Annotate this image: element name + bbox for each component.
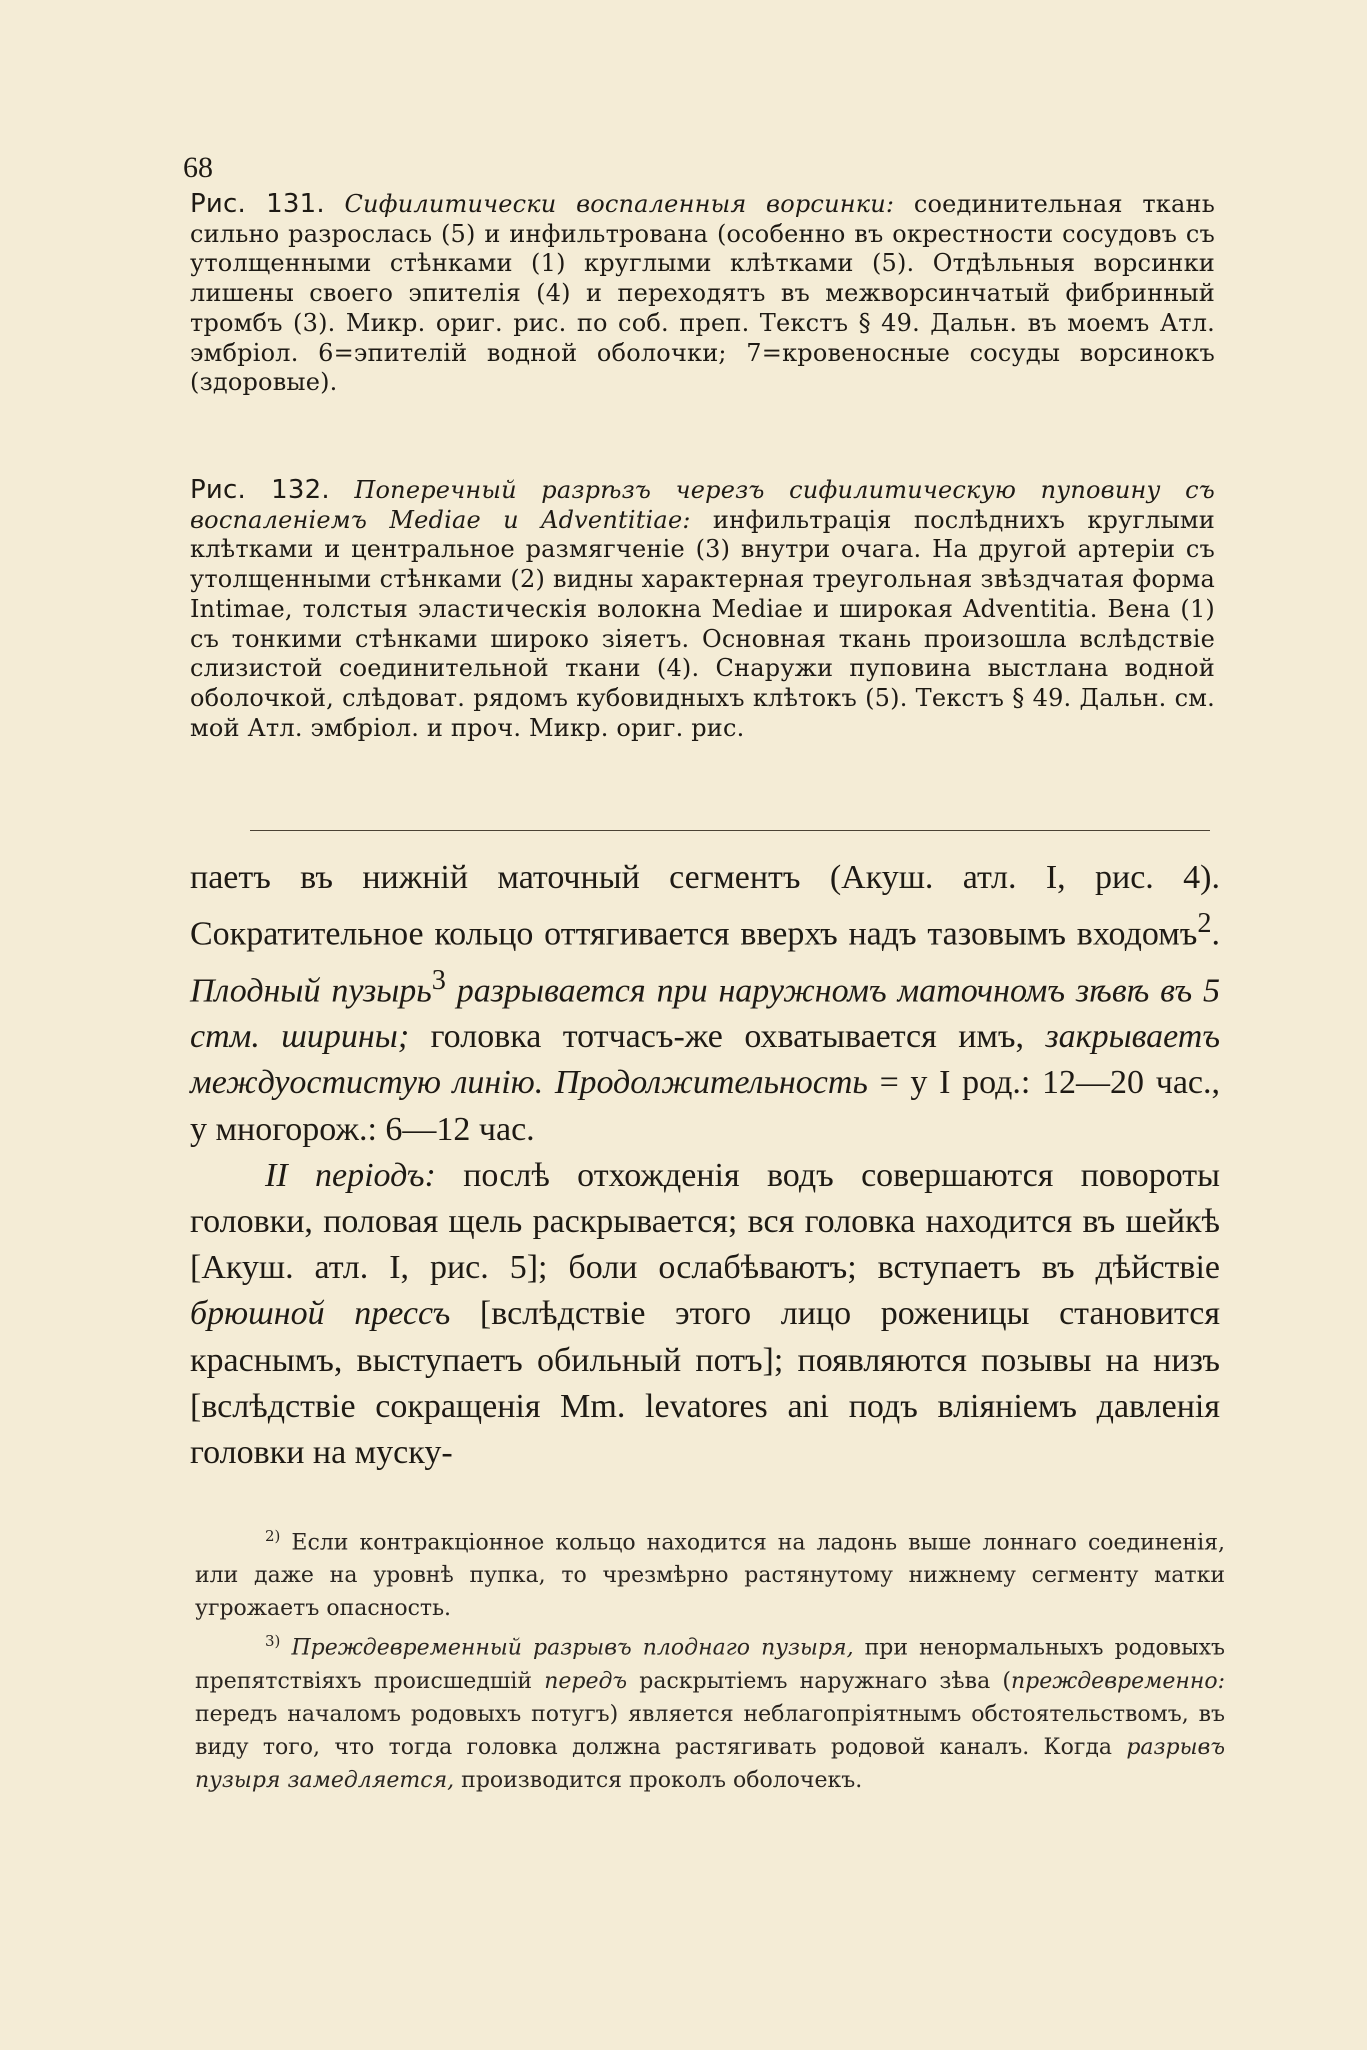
footnote-mark: 3) — [265, 1632, 281, 1651]
page-number: 68 — [183, 151, 213, 184]
caption-text: инфильтрація послѣднихъ круглыми клѣтками и центральное размягченіе (3) внутри очага. На другой артеріи съ утолщенными стѣнками (2) видны характерная треугольная звѣздчатая форма Intimae, толстыя эластическія волокна Mediae и широкая Adventitia. Вена (1) съ тонкими стѣнками широко зіяетъ. Основная ткань произошла вслѣдствіе слизистой соединительной ткани (4). Снаружи пуповина выстлана водной оболочкой, слѣдоват. рядомъ кубовидныхъ клѣтокъ (5). Текстъ § 49. Дальн. см. мой Атл. эмбріол. и проч. Микр. ориг. рис. — [190, 505, 1215, 742]
figure-caption-131 — [190, 190, 1215, 398]
text-run: послѣ отхожденія водъ совершаются повороты головки, половая щель раскрывается; вся головка находится въ шейкѣ [Акуш. атл. I, рис. 5]; боли ослабѣваютъ; вступаетъ въ дѣйствіе — [190, 1156, 1220, 1287]
footnote-3 — [195, 1625, 1225, 1796]
footnote-text: Если контракціонное кольцо находится на ладонь выше лоннаго соединенія, или даже на уровнѣ пупка, то чрезмѣрно растянутому нижнему сегменту матки угрожаетъ опасность. — [195, 1530, 1225, 1622]
emphasis: преждевременно: — [1010, 1668, 1226, 1694]
text-run: паетъ въ нижній маточный сегментъ (Акуш. атл. I, рис. 4). Сократительное кольцо оттягивается вверхъ надъ тазовымъ входомъ — [190, 859, 1220, 953]
caption-text: соединительная ткань сильно разрослась (5) и инфильтрована (особенно въ окрестности сосудовъ съ утолщенными стѣнками (1) круглыми клѣтками (5). Отдѣльныя ворсинки лишены своего эпителія (4) и переходятъ въ межворсинчатый фибринный тромбъ (3). Микр. ориг. рис. по соб. преп. Текстъ § 49. Дальн. въ моемъ Атл. эмбріол. 6=эпителій водной оболочки; 7=кровеносные сосуды ворсинокъ (здоровые). — [190, 190, 1215, 397]
text-run: при ненормальныхъ родовыхъ препятствіяхъ происшедшій — [195, 1635, 1225, 1694]
footnote-mark: 2) — [265, 1527, 281, 1545]
emphasis: Плодный пузырь — [190, 972, 432, 1010]
emphasis: закрываетъ междуостистую линію. — [190, 1018, 1220, 1102]
text-run — [543, 1064, 555, 1101]
text-run: производится проколъ оболочекъ. — [454, 1767, 863, 1793]
emphasis: Преждевременный разрывъ плоднаго пузыря, — [291, 1635, 854, 1661]
caption-title: Сифилитически воспаленныя ворсинки: — [344, 190, 895, 218]
caption-divider — [250, 830, 1210, 831]
text-run — [446, 972, 457, 1009]
emphasis: разрывъ пузыря замедляется, — [195, 1734, 1225, 1793]
footnote-ref: 2 — [1197, 908, 1212, 940]
paragraph — [190, 1153, 1220, 1476]
caption-label: Рис. 131. — [190, 189, 325, 219]
footnotes — [195, 1520, 1225, 1797]
text-run: [вслѣдствіе этого лицо роженицы становится краснымъ, выступаетъ обильный потъ]; появляются позывы на низъ [вслѣдствіе сокращенія Mm. levatores ani подъ вліяніемъ давленія головки на муску- — [190, 1295, 1220, 1472]
text-run: раскрытіемъ наружнаго зѣва ( — [627, 1668, 1011, 1694]
emphasis: II періодъ: — [265, 1156, 436, 1194]
text-run: головка тотчасъ-же охватывается имъ, — [409, 1018, 1046, 1056]
footnote-ref: 3 — [431, 964, 446, 996]
footnote-2 — [195, 1520, 1225, 1625]
main-text — [190, 855, 1220, 1476]
text-run: . — [1211, 915, 1220, 953]
text-run: передъ началомъ родовыхъ потугъ) является неблагопріятнымъ обстоятельствомъ, въ виду того, что тогда головка должна растягивать родовой каналъ. Когда — [195, 1701, 1225, 1760]
caption-label: Рис. 132. — [190, 475, 330, 505]
figure-caption-132 — [190, 476, 1215, 743]
emphasis: разрывается при наружномъ маточномъ зѣвѣ въ 5 стм. ширины; — [190, 972, 1220, 1056]
caption-title: Поперечный разрѣзъ черезъ сифилитическую пуповину съ воспаленіемъ Mediae и Adventitiae: — [190, 476, 1216, 534]
emphasis: передъ — [544, 1668, 628, 1694]
text-run: = у I род.: 12—20 час., у многорож.: 6—12 час. — [190, 1064, 1221, 1148]
emphasis: брюшной прессъ — [190, 1295, 451, 1333]
paragraph — [190, 855, 1220, 1153]
emphasis: Продолжительность — [554, 1064, 868, 1102]
